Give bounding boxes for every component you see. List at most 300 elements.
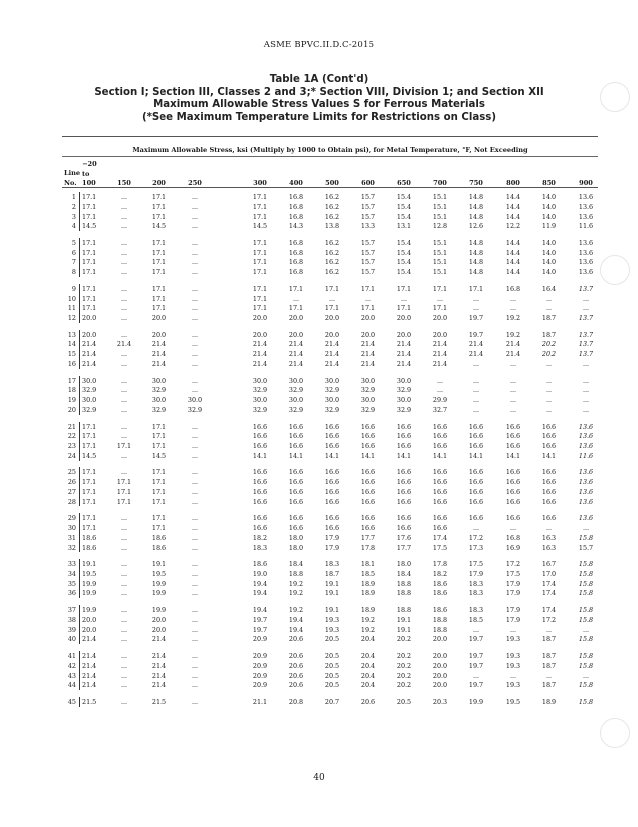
stress-cell: 16.6 [432,487,448,496]
stress-cell-first: 17.1 [82,238,97,247]
stress-cell: 16.6 [432,524,448,533]
stress-cell: 21.4 [324,350,340,359]
stress-cell: 15.8 [578,589,594,598]
stress-cell: 16.6 [288,478,304,487]
stress-cell: 17.2 [505,560,521,569]
stress-cell: 15.8 [578,652,594,660]
line-number: 17 [67,376,76,385]
stress-cell: 19.3 [505,661,521,670]
stress-cell: ... [191,524,199,533]
stress-cell: ... [191,442,199,450]
stress-cell: 15.8 [578,697,594,706]
stress-cell: 21.4 [151,671,167,680]
stress-cell: 17.1 [116,497,132,506]
stress-cell: 16.6 [432,478,448,487]
stress-cell: 19.1 [324,589,340,598]
stress-cell-first: 19.9 [82,606,97,615]
stress-cell: 19.1 [151,560,167,569]
stress-cell-first: 17.1 [82,468,97,477]
stress-cell: 20.9 [252,661,268,670]
stress-cell: 17.1 [252,268,268,277]
stress-cell: 21.1 [252,697,268,706]
stress-cell: 21.4 [151,350,167,359]
line-number: 1 [71,193,76,201]
stress-cell: 17.1 [360,304,376,313]
stress-cell: 21.5 [151,697,167,706]
stress-cell: 20.4 [360,652,376,660]
stress-cell: 16.6 [468,487,484,496]
stress-cell-first: 18.6 [82,533,97,542]
line-number: 30 [67,524,76,533]
stress-cell: 15.4 [396,212,412,221]
stress-cell: 16.6 [252,487,268,496]
stress-cell: ... [191,625,199,634]
stress-cell: 18.2 [432,569,448,578]
stress-cell: 14.1 [505,451,521,460]
stress-cell: ... [191,314,199,323]
stress-cell: 17.1 [151,284,167,293]
stress-cell: ... [545,386,553,395]
temp-header-250: 250 [188,179,202,187]
stress-cell-first: 20.0 [82,314,97,323]
stress-cell: 17.1 [151,478,167,487]
stress-cell: 17.1 [151,487,167,496]
stress-cell: 17.6 [396,533,412,542]
stress-cell: 18.0 [396,560,412,569]
line-number: 21 [67,422,76,431]
stress-cell: 20.0 [432,635,448,644]
stress-cell: 15.8 [578,560,594,569]
stress-cell: ... [120,451,128,460]
stress-cell: 16.6 [505,442,521,450]
stress-cell: 19.3 [505,681,521,690]
stress-cell: 18.8 [432,615,448,624]
stress-cell: ... [545,396,553,405]
stress-cell: 17.0 [541,569,557,578]
stress-cell: 15.1 [432,238,448,247]
stress-cell: 15.7 [360,193,376,201]
stress-cell: ... [120,202,128,211]
stress-cell: 18.3 [324,560,340,569]
stress-cell: ... [191,589,199,598]
stress-cell: 15.1 [432,248,448,257]
stress-cell: 20.0 [151,615,167,624]
stress-cell: 14.4 [505,202,521,211]
stress-cell: ... [191,478,199,487]
stress-cell: 16.6 [505,422,521,431]
stress-cell: 32.9 [288,386,304,395]
stress-cell: ... [191,671,199,680]
stress-cell: 16.6 [252,432,268,441]
stress-cell: 30.0 [360,396,376,405]
stress-cell: 16.6 [396,442,412,450]
temp-header-800: 800 [506,179,520,187]
stress-cell: ... [582,386,590,395]
stress-cell: 17.1 [151,497,167,506]
stress-cell-first: 21.4 [82,340,97,349]
stress-cell: 16.6 [432,468,448,477]
stress-cell: ... [191,497,199,506]
stress-cell: 19.5 [505,697,521,706]
stress-cell: 16.6 [541,487,557,496]
stress-cell-first: 17.1 [82,294,97,303]
stress-cell: ... [436,376,444,385]
stress-cell-first: 17.1 [82,497,97,506]
stress-cell: 20.0 [432,671,448,680]
stress-cell: 16.6 [288,524,304,533]
stress-cell: 16.6 [252,422,268,431]
stress-cell-first: 21.4 [82,635,97,644]
stress-cell: 29.9 [432,396,448,405]
stress-cell: 13.6 [578,487,594,496]
stress-cell: 20.6 [288,661,304,670]
stress-cell: 17.1 [151,422,167,431]
first-temp-header-line2: to [82,169,90,178]
stress-cell: 16.6 [252,524,268,533]
stress-cell: 17.1 [252,212,268,221]
first-temp-header-line1: −20 [82,160,97,168]
stress-cell: ... [120,422,128,431]
stress-cell: 21.4 [288,340,304,349]
stress-cell: 14.8 [468,258,484,267]
stress-cell: 20.5 [396,697,412,706]
temp-header-900: 900 [579,179,593,187]
stress-cell: 16.6 [541,468,557,477]
stress-cell: ... [545,524,553,533]
stress-cell: 32.9 [360,386,376,395]
stress-cell-first: 17.1 [82,193,97,201]
stress-cell: 17.1 [252,294,268,303]
stress-cell: 20.4 [360,635,376,644]
stress-cell: 17.1 [151,258,167,267]
stress-cell: 30.0 [252,396,268,405]
stress-cell: 20.7 [324,697,340,706]
stress-cell: ... [191,652,199,660]
temp-header-600: 600 [361,179,375,187]
stress-cell: 21.4 [468,340,484,349]
stress-cell: 12.2 [505,222,521,231]
stress-cell: 18.6 [432,579,448,588]
line-number: 28 [67,497,76,506]
stress-cell: 18.0 [288,543,304,552]
stress-cell: 21.4 [151,661,167,670]
stress-cell: 16.6 [252,497,268,506]
stress-cell: ... [509,304,517,313]
stress-cell: 30.0 [151,396,167,405]
line-header-no: No. [64,178,77,187]
stress-cell: 17.1 [396,304,412,313]
stress-cell: 20.4 [360,661,376,670]
stress-cell: ... [292,294,300,303]
stress-cell: 19.7 [468,635,484,644]
stress-cell: 16.6 [252,514,268,523]
stress-cell-first: 32.9 [82,386,97,395]
stress-cell: 18.9 [360,579,376,588]
group-separator-bar [79,284,80,323]
line-number: 23 [67,442,76,450]
stress-cell: 17.4 [541,589,557,598]
stress-cell: 30.0 [396,396,412,405]
line-number: 25 [67,468,76,477]
stress-cell: 14.1 [288,451,304,460]
stress-cell: ... [472,524,480,533]
stress-cell: 20.2 [396,652,412,660]
stress-cell: 19.7 [468,652,484,660]
stress-cell: 19.2 [360,615,376,624]
stress-cell: 17.2 [541,615,557,624]
stress-cell-first: 20.0 [82,330,97,339]
stress-cell: ... [545,359,553,368]
stress-cell: ... [436,294,444,303]
line-number: 5 [71,238,76,247]
stress-cell: 16.6 [288,442,304,450]
stress-cell: 19.2 [288,579,304,588]
stress-cell: 20.8 [288,697,304,706]
stress-cell: ... [120,258,128,267]
stress-cell: 16.6 [360,468,376,477]
stress-cell: 19.3 [324,615,340,624]
stress-cell-first: 17.1 [82,304,97,313]
stress-cell: 21.4 [288,350,304,359]
stress-cell: ... [191,606,199,615]
stress-cell: ... [120,589,128,598]
stress-cell: 17.1 [432,284,448,293]
stress-cell: 17.1 [252,248,268,257]
stress-cell: 17.1 [151,193,167,201]
stress-cell: 16.6 [505,478,521,487]
stress-cell-first: 30.0 [82,376,97,385]
stress-cell-first: 17.1 [82,258,97,267]
line-number: 11 [67,304,76,313]
stress-cell: 21.4 [151,359,167,368]
stress-cell: 16.8 [505,284,521,293]
line-number: 8 [71,268,76,277]
stress-cell: 17.4 [541,606,557,615]
stress-cell: 30.0 [360,376,376,385]
stress-cell: 16.2 [324,193,340,201]
stress-cell: 14.0 [541,212,557,221]
stress-cell: ... [120,314,128,323]
stress-cell: 18.5 [468,615,484,624]
stress-cell: 16.2 [324,202,340,211]
stress-cell: 16.6 [396,432,412,441]
line-number: 16 [67,359,76,368]
stress-cell: 17.4 [432,533,448,542]
stress-cell: ... [120,615,128,624]
stress-cell: 16.6 [541,422,557,431]
stress-cell: 16.6 [396,487,412,496]
stress-cell-first: 21.4 [82,359,97,368]
stress-cell: 11.6 [578,451,594,460]
stress-cell: 21.4 [151,340,167,349]
line-number: 34 [67,569,76,578]
stress-cell: 15.1 [432,268,448,277]
stress-cell: 15.1 [432,258,448,267]
stress-cell: 17.1 [252,193,268,201]
stress-cell: 16.6 [360,422,376,431]
stress-cell: 15.7 [360,248,376,257]
temp-header-650: 650 [397,179,411,187]
stress-cell: 16.6 [396,497,412,506]
table-titles [0,74,638,124]
stress-cell: 18.3 [252,543,268,552]
stress-cell: 21.4 [252,359,268,368]
stress-cell-first: 17.1 [82,514,97,523]
stress-cell: 17.1 [151,524,167,533]
stress-cell: 19.7 [252,625,268,634]
stress-cell: 20.6 [360,697,376,706]
stress-cell: ... [509,376,517,385]
stress-cell: ... [120,359,128,368]
stress-cell: ... [545,405,553,414]
stress-cell: 17.1 [151,202,167,211]
stress-cell: ... [328,294,336,303]
stress-cell: 16.6 [324,497,340,506]
stress-cell: 16.6 [541,432,557,441]
stress-cell: 14.4 [505,248,521,257]
stress-cell-first: 14.5 [82,222,97,231]
stress-cell: 13.7 [578,340,594,349]
stress-cell: 21.4 [360,350,376,359]
table-subtitle-note: (*See Maximum Temperature Limits for Restrictions on Class) [141,111,497,123]
stress-cell: ... [120,386,128,395]
stress-cell: 30.0 [187,396,203,405]
stress-cell: 16.6 [360,442,376,450]
stress-cell: ... [120,405,128,414]
stress-cell: ... [191,268,199,277]
stress-cell: ... [191,615,199,624]
table-subtitle-sections: Section I; Section III, Classes 2 and 3;* Section VIII, Division 1; and Section XII [94,86,544,98]
stress-cell: 30.0 [324,376,340,385]
stress-cell: 17.1 [324,304,340,313]
stress-cell: ... [120,514,128,523]
stress-cell-first: 21.4 [82,671,97,680]
stress-cell: 20.0 [151,330,167,339]
stress-cell: 20.0 [324,330,340,339]
stress-cell: 14.4 [505,258,521,267]
stress-cell: 17.1 [288,304,304,313]
stress-cell: ... [472,396,480,405]
stress-cell: 17.7 [360,533,376,542]
stress-cell: 16.6 [324,432,340,441]
stress-cell: ... [191,422,199,431]
stress-cell: ... [120,294,128,303]
stress-cell: 32.9 [151,405,167,414]
line-number: 20 [67,405,76,414]
stress-cell: 32.9 [288,405,304,414]
stress-cell: 20.0 [432,661,448,670]
stress-cell: 16.6 [396,422,412,431]
stress-cell: 17.1 [151,248,167,257]
stress-cell-first: 17.1 [82,202,97,211]
stress-cell: ... [120,606,128,615]
stress-cell: 20.0 [252,330,268,339]
stress-cell: ... [191,294,199,303]
stress-cell: 21.4 [396,359,412,368]
stress-cell: 16.8 [288,193,304,201]
stress-cell: 16.3 [541,543,557,552]
stress-cell: ... [191,681,199,690]
line-number: 35 [67,579,76,588]
stress-cell: 16.3 [541,533,557,542]
stress-cell: 14.3 [288,222,304,231]
stress-cell: 15.4 [396,238,412,247]
stress-cell: 17.2 [468,533,484,542]
stress-cell: 21.4 [116,340,132,349]
stress-cell: 16.6 [360,432,376,441]
stress-cell-first: 21.4 [82,681,97,690]
stress-cell: 20.0 [151,314,167,323]
stress-cell: 16.8 [288,248,304,257]
stress-cell: 20.0 [288,314,304,323]
stress-cell: 16.6 [432,442,448,450]
stress-cell: 30.0 [252,376,268,385]
stress-cell: ... [191,533,199,542]
stress-cell: ... [191,432,199,441]
stress-cell: ... [509,671,517,680]
stress-cell: 16.6 [252,442,268,450]
stress-cell-first: 21.4 [82,652,97,660]
stress-cell: 16.6 [468,514,484,523]
stress-cell: 20.9 [252,671,268,680]
stress-cell: 17.1 [360,284,376,293]
stress-cell: 19.2 [288,589,304,598]
stress-cell: 19.9 [151,589,167,598]
stress-cell: 16.6 [252,478,268,487]
stress-cell: 30.0 [288,376,304,385]
stress-cell: 16.6 [252,468,268,477]
stress-cell: 14.8 [468,268,484,277]
stress-cell: 16.6 [324,524,340,533]
stress-cell: ... [120,468,128,477]
stress-cell: 16.6 [360,478,376,487]
running-header: ASME BPVC.II.D.C-2015 [263,40,375,50]
stress-cell: 18.4 [288,560,304,569]
stress-cell: 12.6 [468,222,484,231]
stress-cell: 14.0 [541,268,557,277]
stress-cell: 32.9 [396,386,412,395]
stress-cell: 19.4 [252,606,268,615]
stress-cell: 17.5 [505,569,521,578]
stress-cell: ... [545,625,553,634]
stress-cell: 16.6 [396,478,412,487]
stress-cell: 13.6 [578,468,594,477]
stress-cell: 15.8 [578,635,594,644]
stress-cell: 19.9 [151,579,167,588]
stress-cell: 21.4 [468,350,484,359]
binder-hole-top [600,82,630,112]
stress-cell: 14.1 [360,451,376,460]
stress-cell: ... [191,193,199,201]
stress-cell: 16.6 [468,422,484,431]
stress-cell: 17.1 [324,284,340,293]
stress-cell: 32.9 [252,386,268,395]
stress-cell: 16.6 [324,442,340,450]
stress-cell: 16.6 [324,422,340,431]
stress-cell: 19.2 [360,625,376,634]
stress-cell: 14.0 [541,248,557,257]
stress-cell: 16.6 [324,468,340,477]
stress-cell: 18.8 [432,625,448,634]
stress-cell: 18.8 [288,569,304,578]
stress-cell: 19.9 [151,606,167,615]
stress-cell: 16.6 [324,514,340,523]
stress-cell: ... [472,405,480,414]
stress-cell: 16.6 [468,478,484,487]
stress-cell: 32.9 [324,405,340,414]
stress-cell: 16.8 [288,238,304,247]
stress-cell: 15.7 [360,202,376,211]
